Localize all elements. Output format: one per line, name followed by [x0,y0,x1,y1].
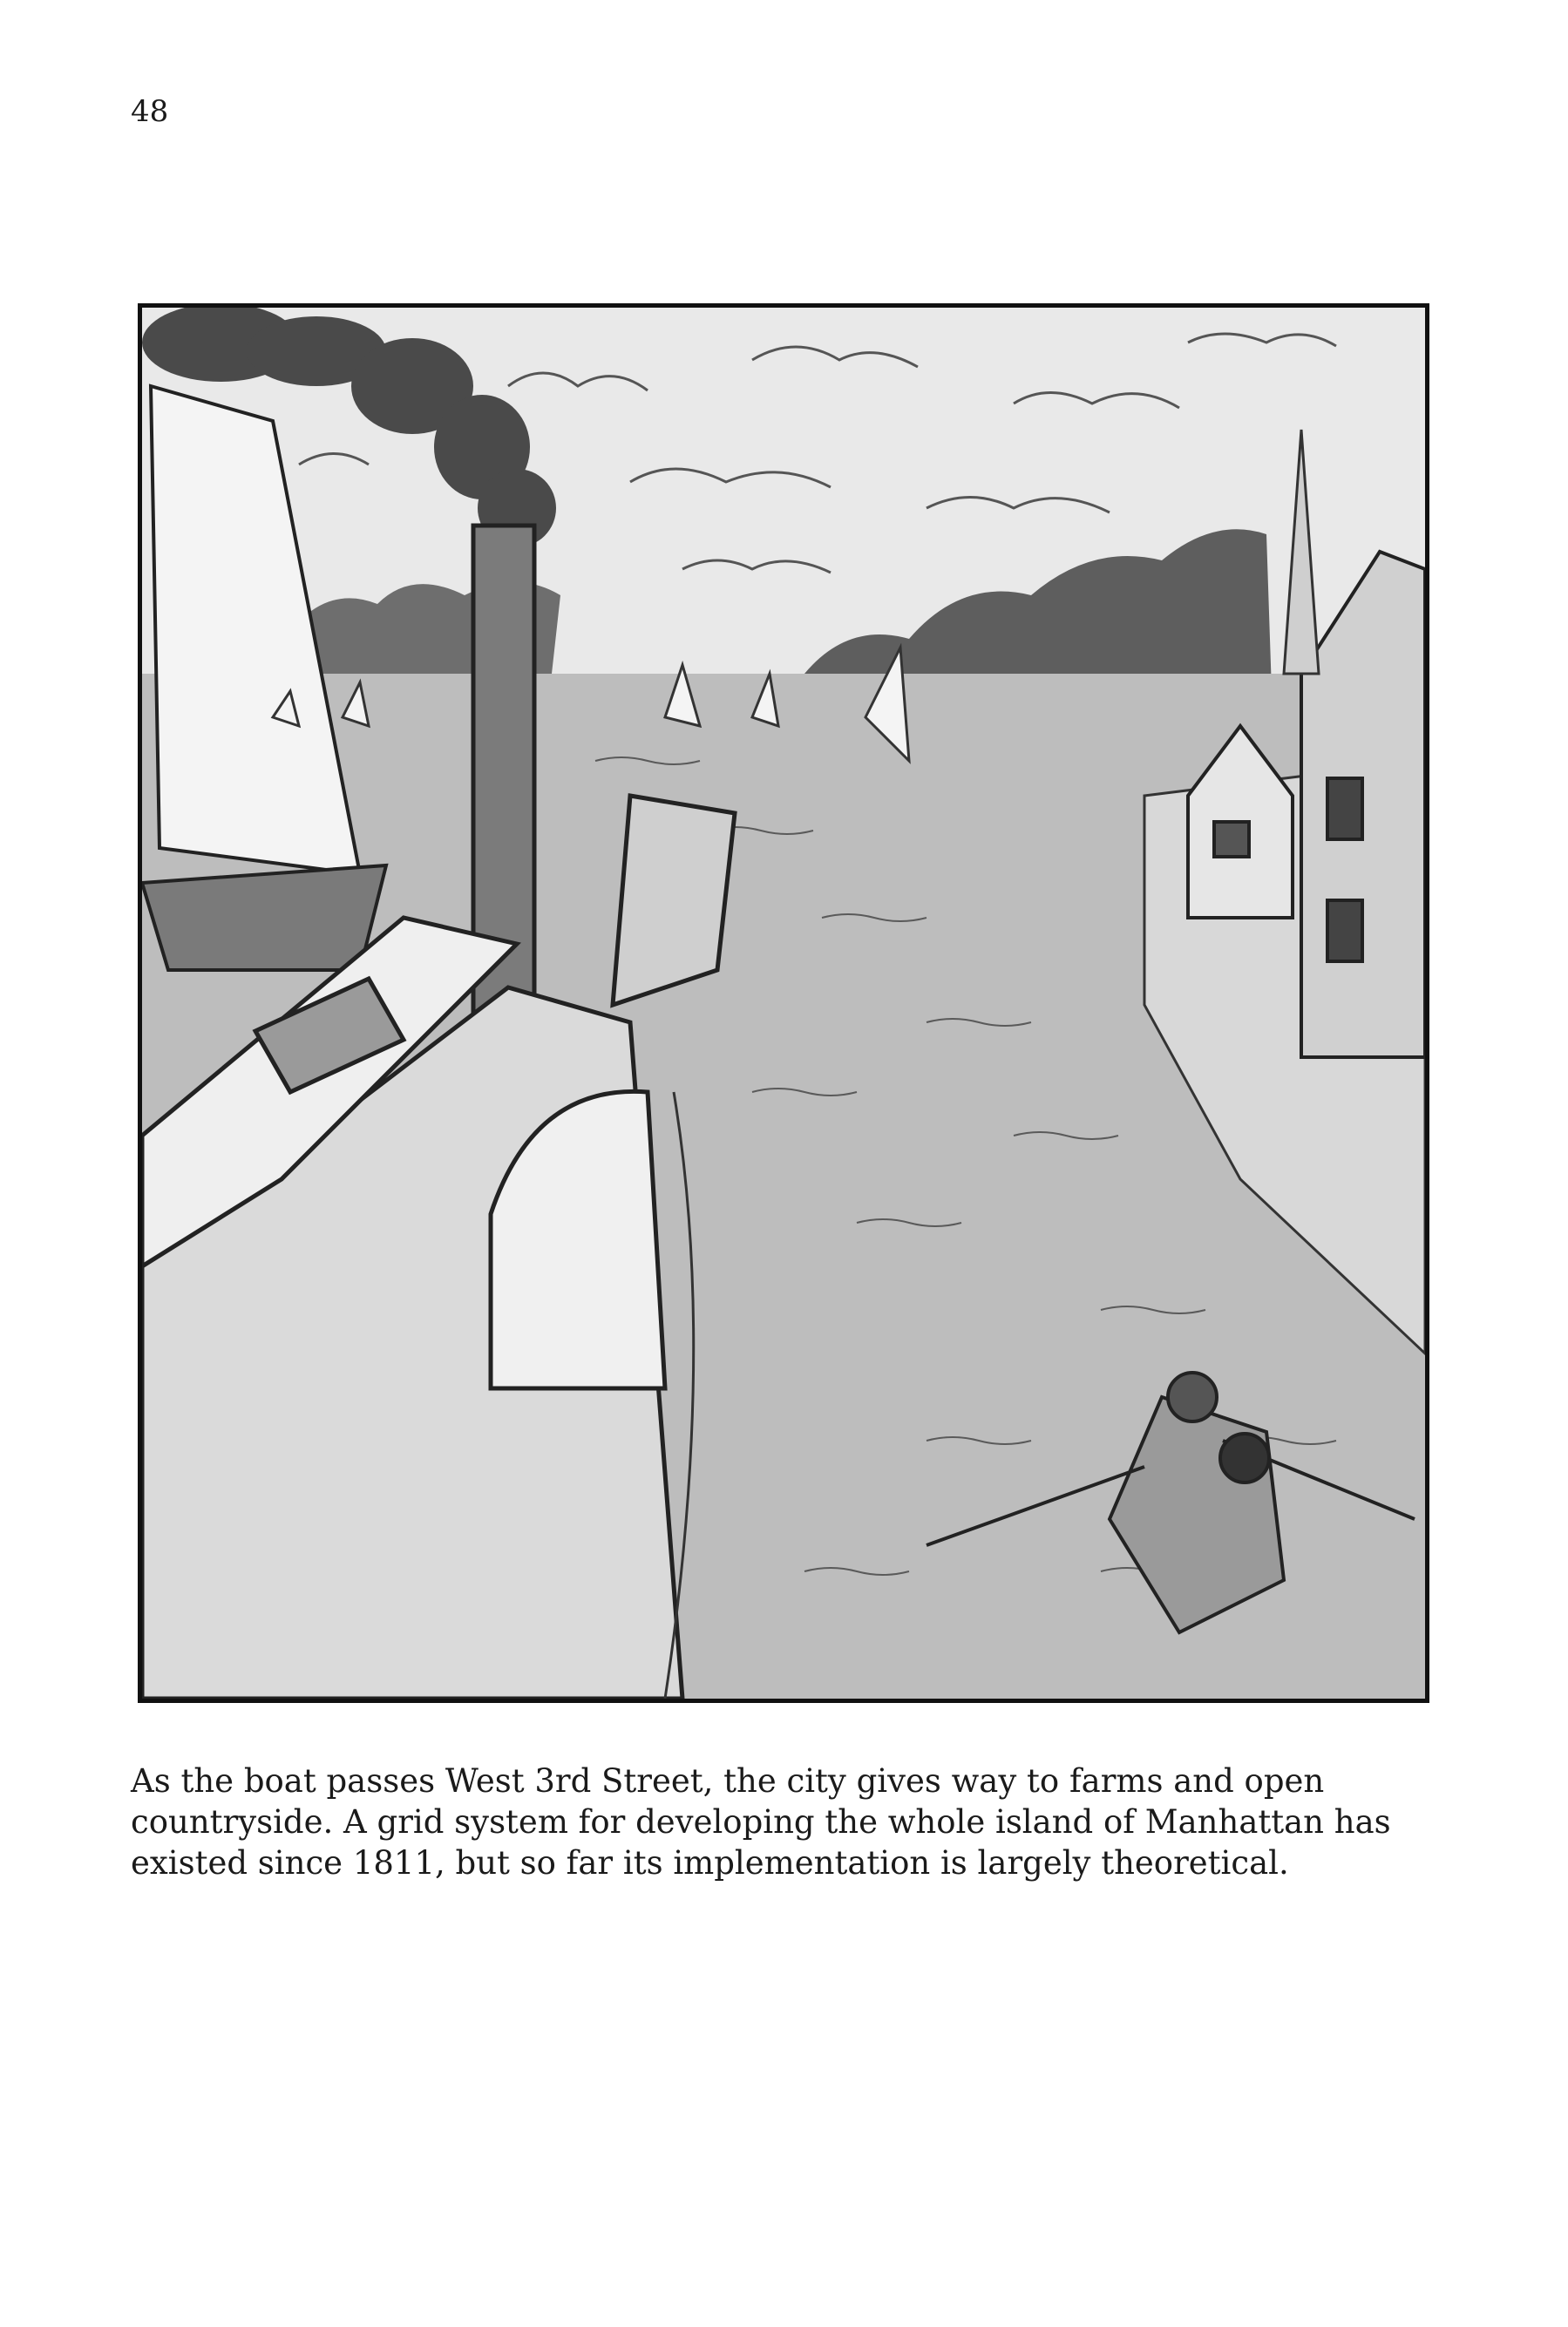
page-number: 48 [131,94,169,129]
river-steamboat-illustration [138,303,1429,1703]
illustration-caption: As the boat passes West 3rd Street, the city gives way to farms and open countryside. A grid system for developing the whole island of Manhattan has existed since 1811, but so far its implementation is largely theoretical. [131,1762,1391,1882]
